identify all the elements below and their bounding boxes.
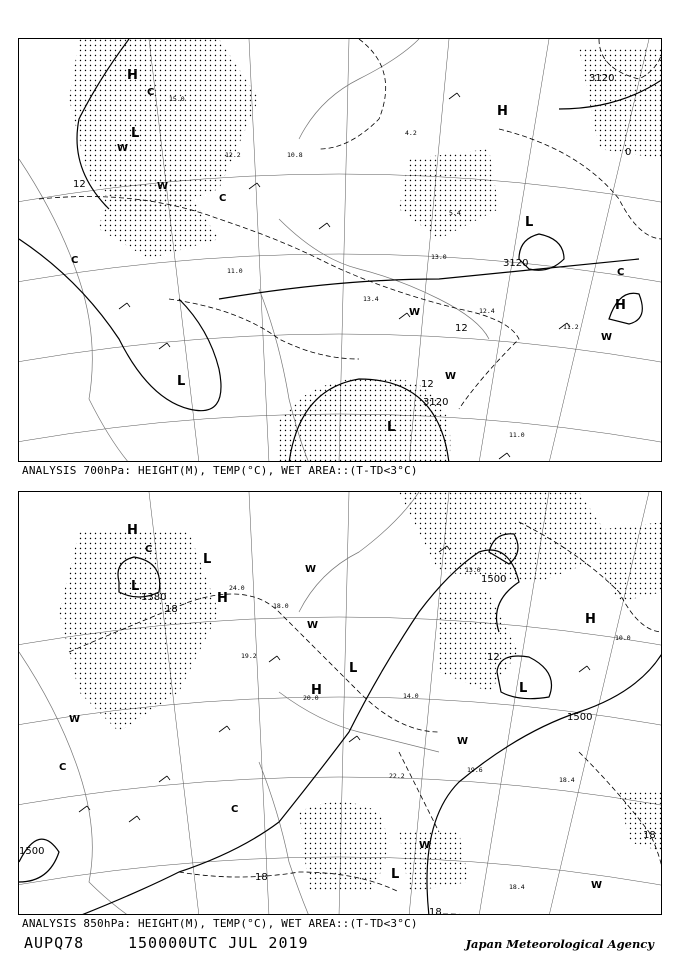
warm-center: W — [157, 181, 169, 192]
map-850hpa — [19, 492, 662, 915]
high-center: H — [497, 104, 508, 119]
valid-time: 150000UTC JUL 2019 — [128, 934, 309, 952]
low-center: L — [177, 374, 186, 389]
high-center: H — [311, 683, 322, 698]
contour-label: 3120 — [503, 258, 529, 269]
low-center: L — [131, 579, 140, 594]
station-value: 19.2 — [241, 652, 257, 660]
warm-center: W — [601, 332, 613, 343]
contour-label: 3120 — [423, 397, 449, 408]
station-value: 11.0 — [227, 267, 243, 275]
low-center: L — [519, 681, 528, 696]
contour-label: 3120 — [589, 73, 615, 84]
station-value: 13.4 — [363, 295, 379, 303]
low-center: L — [349, 661, 358, 676]
station-value: 4.2 — [405, 129, 417, 137]
station-value: 24.0 — [229, 584, 245, 592]
station-value: 11.0 — [509, 431, 525, 439]
station-value: 11.2 — [563, 323, 579, 331]
panel-caption-850hpa: ANALYSIS 850hPa: HEIGHT(M), TEMP(°C), WET AREA::(T-TD<3°C) — [22, 917, 418, 930]
contour-label: 1380 — [141, 592, 167, 603]
contour-label: 12 — [421, 379, 434, 390]
station-value: 22.2 — [389, 772, 405, 780]
station-value: 13.0 — [465, 566, 481, 574]
warm-center: W — [591, 880, 603, 891]
high-center: H — [127, 68, 138, 83]
contour-label: 1500 — [481, 574, 507, 585]
station-value: 10.0 — [615, 634, 631, 642]
cold-center: C — [617, 267, 625, 278]
warm-center: W — [307, 620, 319, 631]
contour-label: 18 — [429, 907, 442, 916]
map-panel-700hpa — [18, 38, 662, 462]
station-value: 12.4 — [479, 307, 495, 315]
agency-name: Japan Meteorological Agency — [465, 937, 654, 951]
contour-label: 1500 — [19, 846, 45, 857]
cold-center: C — [219, 193, 227, 204]
warm-center: W — [419, 840, 431, 851]
contour-label: 18 — [255, 872, 268, 883]
contour-label: 0 — [625, 147, 632, 158]
station-value: 18.0 — [273, 602, 289, 610]
warm-center: W — [305, 564, 317, 575]
wet-areas — [69, 39, 662, 462]
map-700hpa — [19, 39, 662, 462]
station-value: 5.4 — [449, 209, 461, 217]
low-center: L — [391, 867, 400, 882]
cold-center: C — [59, 762, 67, 773]
contour-label: 1500 — [567, 712, 593, 723]
station-value: 12.2 — [225, 151, 241, 159]
warm-center: W — [69, 714, 81, 725]
high-center: H — [585, 612, 596, 627]
contour-label: 12 — [487, 652, 500, 663]
station-value: 13.0 — [431, 253, 447, 261]
low-center: L — [525, 215, 534, 230]
station-value: 14.0 — [403, 692, 419, 700]
warm-center: W — [409, 307, 421, 318]
station-value: 20.0 — [303, 694, 319, 702]
high-center: H — [615, 298, 626, 313]
high-center: H — [217, 591, 228, 606]
cold-center: C — [145, 544, 153, 555]
contour-label: 12 — [455, 323, 468, 334]
station-value: 15.0 — [169, 95, 185, 103]
cold-center: C — [231, 804, 239, 815]
chart-code: AUPQ78 — [24, 934, 85, 952]
contour-label: 18 — [165, 604, 178, 615]
high-center: H — [127, 523, 138, 538]
warm-center: W — [445, 371, 457, 382]
low-center: L — [203, 552, 212, 567]
station-value: 10.8 — [287, 151, 303, 159]
station-value: 18.4 — [559, 776, 575, 784]
cold-center: C — [147, 87, 155, 98]
station-value: 18.4 — [509, 883, 525, 891]
low-center: L — [131, 126, 140, 141]
contour-label: 12 — [73, 179, 86, 190]
warm-center: W — [457, 736, 469, 747]
contour-label: 18 — [643, 830, 656, 841]
warm-center: W — [117, 143, 129, 154]
map-panel-850hpa — [18, 491, 662, 915]
station-value: 19.6 — [467, 766, 483, 774]
panel-caption-700hpa: ANALYSIS 700hPa: HEIGHT(M), TEMP(°C), WET AREA::(T-TD<3°C) — [22, 464, 418, 477]
low-center: L — [387, 420, 396, 435]
cold-center: C — [71, 255, 79, 266]
